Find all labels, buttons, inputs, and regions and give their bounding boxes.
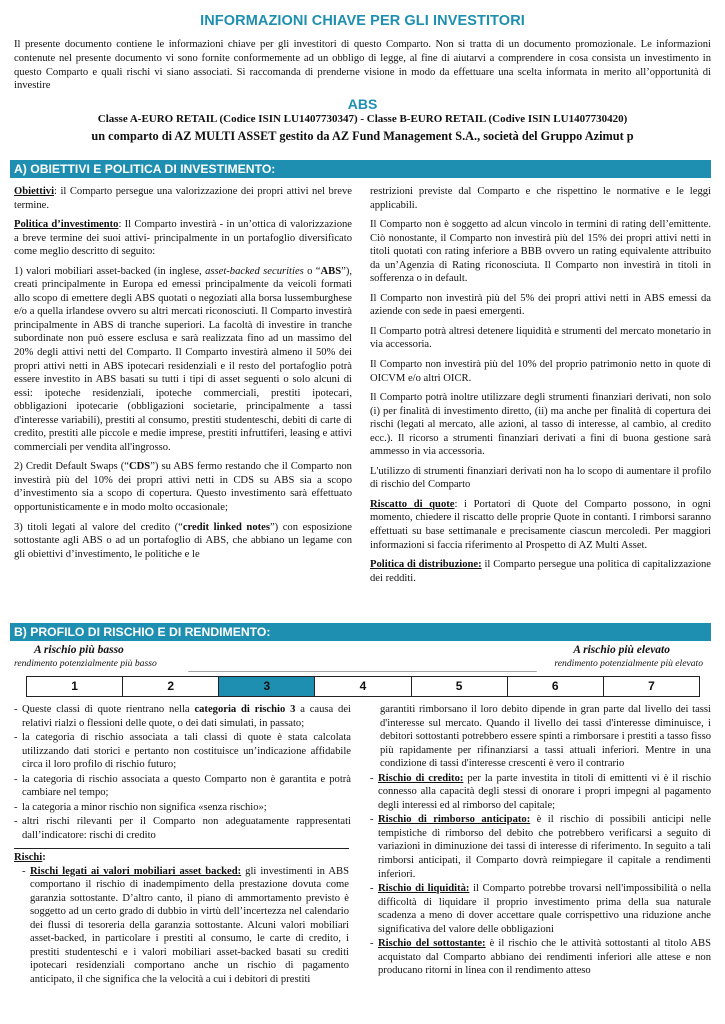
underlying-risk-item (370, 937, 711, 978)
p1-italic: asset-backed securities (205, 265, 304, 277)
early-repayment-item (370, 813, 711, 881)
risk-note (14, 801, 351, 815)
risk-level-4: 4 (315, 677, 411, 696)
early-repayment-text: è il rischio di possibili anticipi nelle tempistiche di rimborso del debito che potrebbero verificarsi a seguito di variazioni in diminuzione dei tassi di interesse di riferimento. In seguito a tali rimborsi anticipati, il Comparto dovrà reimpiegare il capitale a rendimenti inferiori. (378, 814, 711, 880)
p2-text-b: ”) su ABS fermo restando che il Comparto non investirà più del 10% dei propri attivi netti in CDS su ABS sia a scopo d’investimento sia a scopo di copertura. Questo investimento sarà effettuato opportunisticamente e in modo molto occasionale; (14, 461, 352, 514)
higher-return-label: rendimento potenzialmente più elevato (554, 658, 703, 669)
risk-note-text: altri rischi rilevanti per il Comparto non adeguatamente rappresentati dall’indicatore: rischi di credito (22, 816, 351, 841)
section-a-header: A) OBIETTIVI E POLITICA DI INVESTIMENTO: (10, 160, 711, 178)
riscatto-text: : i Portatori di Quote del Comparto possono, in ogni momento, chiedere il riscatto delle proprie Quote in contanti. I rimborsi saranno effettuati su base settimanale e precisamente ciascun mercoledì. Per maggiori informazioni si faccia riferimento al Prospetto di AZ Multi Asset. (370, 498, 711, 551)
liquidity-risk-text: il Comparto potrebbe trovarsi nell'impossibilità o nella difficoltà di liquidare il proprio investimento prima della sua naturale scadenza a meno di dover accettare quale corrispettivo una riduzione anche significativa del valore delle obbligazioni (378, 883, 712, 935)
risk-level-1: 1 (27, 677, 123, 696)
lower-return-label: rendimento potenzialmente più basso (14, 658, 157, 669)
section-b-header: B) PROFILO DI RISCHIO E DI RENDIMENTO: (10, 623, 711, 641)
p1-text-b: o “ (303, 265, 321, 277)
distribuzione-label: Politica di distribuzione: (370, 559, 482, 571)
risk-note (14, 773, 351, 800)
credit-risk-item (370, 772, 711, 813)
rischi-block (14, 848, 349, 987)
policy-item-3 (14, 521, 352, 562)
restrictions-paragraph: restrizioni previste dal Comparto e che rispettino le normative e le leggi applicabili. (370, 186, 711, 211)
obiettivi-text: : il Comparto persegue una valorizzazione dei propri attivi nel breve termine. (14, 186, 352, 211)
policy-item-2 (14, 460, 352, 514)
distribuzione-paragraph (370, 558, 711, 585)
abs-risk-item (22, 865, 349, 987)
p3-text-b: ”) con esposizione sottostante agli ABS o ad un portafoglio di ABS, che abbiano un legame con gli obiettivi d’investimento, le politiche e le (14, 521, 352, 560)
p1-text-a: 1) valori mobiliari asset-backed (in inglese, (14, 265, 206, 277)
risk-note (14, 815, 351, 842)
abs-risk-text: gli investimenti in ABS comportano il rischio di inadempimento della prestazione dovuta come garanzia sottostante. D’altro canto, il piano di ammortamento previsto è soggetto ad un certo grado di dubbio in virtù dell’incertezza nel calendario dei flussi di tesoreria della garanzia sottostante. Alcuni valori mobiliari asset-backed, in particolare i prestiti al consumo, le carte di credito, i prestiti studenteschi e i valori mobiliari asset-backed basati su crediti ipotecari residenziali comportano anche un rischio di pagamento anticipato, il che significa che la velocità a cui i debitori di prestiti (30, 865, 349, 985)
risk-level-5: 5 (412, 677, 508, 696)
risk-note-text: la categoria di rischio associata a questo Comparto non è garantita e potrà cambiare nel tempo; (22, 773, 351, 799)
rischi-colon: : (42, 852, 46, 863)
subfund-description: un comparto di AZ MULTI ASSET gestito da AZ Fund Management S.A., società del Gruppo Azimut p (91, 129, 634, 143)
section-a-left-column (14, 185, 352, 567)
distribuzione-text: il Comparto persegue una politica di capitalizzazione dei redditi. (370, 559, 711, 584)
risk-note-text-b: a causa dei relativi rialzi o flessioni delle quote, o dei dati simulati, in passato; (22, 704, 351, 729)
risk-level-6: 6 (508, 677, 604, 696)
politica-text: : Il Comparto investirà - in un’ottica di valorizzazione a breve termine dei suoi attivi- principalmente in un portafoglio diversificato come meglio descritto di seguito: (14, 219, 352, 258)
higher-risk-label: A rischio più elevato (573, 644, 670, 656)
document-title: INFORMAZIONI CHIAVE PER GLI INVESTITORI (200, 13, 525, 29)
policy-item-1 (14, 265, 352, 455)
credit-risk-label: Rischio di credito: (378, 772, 464, 784)
section-a-right-column (370, 185, 711, 591)
rischi-label: Rischi (14, 852, 43, 863)
intro-paragraph: Il presente documento contiene le informazioni chiave per gli investitori di questo Comparto. Non si tratta di un documento promozionale. Le informazioni contenute nel presente documento vi sono fornite conformemente ad un obbligo di legge, al fine di aiutarvi a comprendere in cosa consista un investimento in questo Comparto e quali rischi vi siano associati. Si raccomanda di prenderne visione in modo da effettuare una scelta informata in merito all’opportunità di investire (14, 39, 711, 92)
risk-scale-arrow (14, 671, 711, 673)
credit-risk-text: per la parte investita in titoli di emittenti vi è il rischio connesso alla capacità degli stessi di onorare i propri impegni al pagamento degli interessi ed al rimborso del capitale; (378, 772, 711, 811)
p3-bold: credit linked notes (182, 521, 270, 533)
emerging-paragraph: Il Comparto non investirà più del 5% dei propri attivi netti in ABS emessi da aziende con sede in paesi emergenti. (370, 292, 711, 318)
oicvm-paragraph: Il Comparto non investirà più del 10% del proprio patrimonio netto in quote di OICVM e/o altri OICR. (370, 359, 711, 384)
risk-level-7: 7 (648, 679, 655, 693)
liquidity-risk-item (370, 882, 711, 936)
politica-label: Politica d’investimento (14, 219, 119, 231)
riscatto-label: Riscatto di quote (370, 498, 455, 510)
p2-bold: CDS (129, 461, 151, 473)
liquidity-paragraph: Il Comparto potrà altresì detenere liquidità e strumenti del mercato monetario in via accessoria. (370, 325, 711, 351)
obiettivi-paragraph (14, 185, 352, 212)
p1-bold: ABS (320, 265, 342, 277)
risk-note (14, 703, 351, 730)
derivatives-paragraph: Il Comparto potrà inoltre utilizzare degli strumenti finanziari derivati, non solo (i) per finalità di investimento diretto, (ii) ma anche per finalità di copertura dei rischi (legati al mercato, alle azioni, al tasso di interesse, al cambio, al credito ecc.). Il ricorso a strumenti finanziari derivati a fini di buona gestione sarà ammesso in via accessoria. (370, 392, 711, 458)
risk-category-bold: categoria di rischio 3 (194, 704, 296, 715)
underlying-risk-text: è il rischio che le attività sottostanti al titolo ABS acquistato dal Comparto abbiano dei rendimenti inferiori alle attese e non producano ritorni in linea con il rendimento atteso (378, 938, 711, 977)
riscatto-paragraph (370, 498, 711, 552)
early-repayment-label: Rischio di rimborso anticipato: (378, 814, 531, 826)
lower-risk-label: A rischio più basso (34, 644, 124, 656)
p1-text-c: ”), creati principalmente in Europa ed emessi principalmente da veicoli formati allo scopo di emettere degli ABS quotati o negoziati alla borsa lussemburghese e/o a quella irlandese ovvero su altri mercati riconosciuti. Il Comparto investirà principalmente in ABS di tranche superiori. La facoltà di investire in tranche subordinate non può essere esclusa e sarà realizzata fino ad un massimo del 20% degli attivi netti del Comparto. Il Comparto investirà almeno il 50% dei propri attivi netti in ABS ipotecari residenziali e il resto del portafoglio potrà essere investito in ABS basati su tutti i tipi di asset seguenti o solo alcuni di essi: ipoteche residenziali, ipoteche commerciali, prestiti ipotecari, obbligazioni ipotecarie (obbligazioni societarie, principalmente a tassi d'interesse variabili), prestiti al consumo, prestiti studenteschi, debiti di carte di credito, prestiti alle piccole e medie imprese, prestiti infruttiferi, leasing e attivi commerciali per vendita all'ingrosso. (14, 265, 353, 453)
rischi-heading (14, 851, 349, 865)
underlying-risk-label: Rischio del sottostante: (378, 938, 486, 950)
abs-risk-label: Rischi legati ai valori mobiliari asset backed: (30, 865, 242, 877)
risk-notes (14, 703, 351, 843)
risk-level-2: 2 (123, 677, 219, 696)
section-b-right-column (370, 703, 711, 979)
share-classes: Classe A-EURO RETAIL (Codice ISIN LU1407730347) - Classe B-EURO RETAIL (Codive ISIN LU1407730420) (97, 113, 628, 125)
rating-paragraph: Il Comparto non è soggetto ad alcun vincolo in termini di rating dell’emittente. Ciò nonostante, il Comparto non investirà più del 15% dei propri attivi netti in titoli quotati con rating inferiore a BBB ovvero un rating equivalente attribuito da un’Agenzia di Rating riconosciuta. Il Comparto non investirà in titoli in sofferenza o in default. (370, 219, 711, 285)
p3-text-a: 3) titoli legati al valore del credito (“ (14, 521, 183, 533)
risk-note (14, 731, 351, 772)
fund-name: ABS (347, 96, 378, 112)
risk-level-3: 3 (219, 677, 315, 696)
politica-paragraph (14, 218, 352, 259)
risk-note-text: Queste classi di quote rientrano nella (22, 704, 195, 715)
risk-scale (26, 676, 700, 697)
obiettivi-label: Obiettivi (14, 186, 55, 197)
derivatives-risk-paragraph: L'utilizzo di strumenti finanziari derivati non ha lo scopo di aumentare il profilo di rischio del Comparto (370, 465, 711, 491)
prepayment-continuation: garantiti rimborsano il loro debito dipende in gran parte dal livello dei tassi d'interesse sul mercato. Quando il livello dei tassi d'interesse diminuisce, i debitori sottostanti potrebbero essere spinti a rimborsare i prestiti a tasso fisso più rapidamente per rifinanziarsi a tassi attuali inferiori. Mentre in una condizione di tassi d'interesse crescenti è vero il contrario (380, 704, 711, 770)
risk-note-text: la categoria a minor rischio non significa «senza rischio»; (22, 801, 267, 813)
liquidity-risk-label: Rischio di liquidità: (378, 883, 470, 895)
p2-text-a: 2) Credit Default Swaps (“ (14, 461, 129, 473)
risk-note-text: la categoria di rischio associata a tali classi di quote è stata calcolata utilizzando dati storici e pertanto non costituisce un’indicazione affidabile circa il loro profilo di rischio futuro; (22, 732, 351, 771)
